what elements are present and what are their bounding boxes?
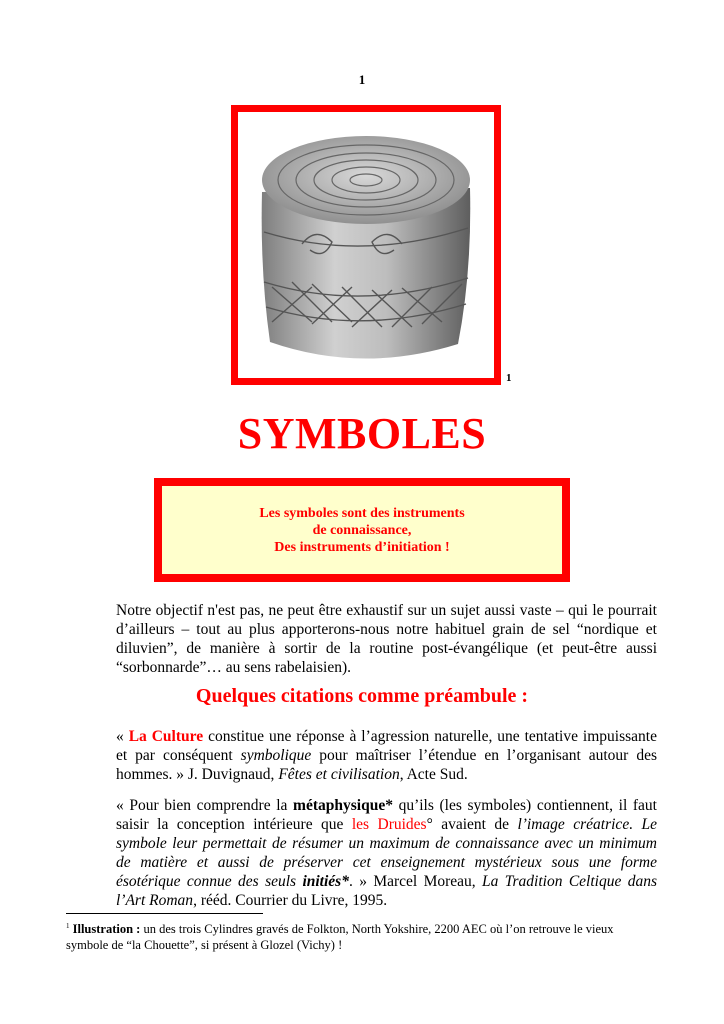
degree-mark: ° bbox=[426, 816, 433, 833]
term-la-culture: La Culture bbox=[128, 728, 204, 745]
quote-culture-body bbox=[66, 727, 657, 784]
callout-line-1: Les symboles sont des instruments bbox=[259, 505, 465, 521]
intro-paragraph bbox=[66, 601, 657, 677]
quote-text: , Acte Sud. bbox=[399, 766, 468, 783]
quote-text: qu’ils (les symboles) contiennent, il faut saisir la conception intérieure que bbox=[116, 797, 657, 833]
quote-italic: l’image créatrice. Le symbole leur permettait de résumer un maximum de connaissance avec un minimum de matière et aussi de préserver cet enseignement mystérieux sous une forme ésotérique connue des seuls bbox=[116, 816, 658, 890]
quote-text: constitue une réponse à l’agression naturelle, une tentative impuissante et par conséquent bbox=[116, 728, 657, 764]
term-les-druides: les Druides bbox=[351, 816, 427, 833]
footnote-label: Illustration : bbox=[72, 922, 141, 937]
quote-text: . » Marcel Moreau, bbox=[348, 873, 483, 890]
quote-italic: symbolique bbox=[240, 747, 312, 764]
quote-text: , rééd. Courrier du Livre, 1995. bbox=[193, 892, 388, 909]
callout-line-2: de connaissance, bbox=[312, 522, 412, 538]
work-title: Fêtes et civilisation bbox=[278, 766, 400, 783]
page-title: SYMBOLES bbox=[237, 409, 487, 458]
figure-footnote-marker: 1 bbox=[506, 372, 512, 384]
callout-box bbox=[154, 478, 570, 582]
term-inities: initiés* bbox=[302, 873, 349, 890]
quote-open: « bbox=[116, 728, 129, 745]
quote-metaphysique-body bbox=[66, 796, 657, 910]
footnote-marker: 1 bbox=[66, 922, 70, 930]
quote-text: pour maîtriser l’étendue en l’organisant autour des hommes. » J. Duvignaud, bbox=[116, 747, 657, 783]
illustration-frame bbox=[231, 105, 501, 385]
footnote-text: un des trois Cylindres gravés de Folkton, North Yokshire, 2200 AEC où l’on retrouve le vieux symbole de “la Chouette”, si présent à Glozel (Vichy) ! bbox=[66, 922, 614, 953]
carved-cylinder-image bbox=[252, 122, 480, 368]
section-heading: Quelques citations comme préambule : bbox=[195, 685, 529, 707]
work-title: La Tradition Celtique dans l’Art Roman bbox=[116, 873, 657, 909]
quote-metaphysique bbox=[66, 796, 657, 910]
quote-culture bbox=[66, 727, 657, 784]
term-metaphysique: métaphysique* bbox=[293, 797, 393, 814]
intro-text: Notre objectif n'est pas, ne peut être exhaustif sur un sujet aussi vaste – qui le pourrait d’ailleurs – tout au plus apporterons-nous notre habituel grain de sel “nordique et diluvien”, de manière à sortir de la routine post-évangélique (et peut-être aussi “sorbonnarde”… au sens rabelaisien). bbox=[116, 602, 657, 676]
quote-text: avaient de bbox=[432, 816, 518, 833]
page-number: 1 bbox=[358, 72, 366, 87]
footnote bbox=[66, 918, 657, 953]
quote-text: « Pour bien comprendre la bbox=[116, 797, 294, 814]
callout-line-3: Des instruments d’initiation ! bbox=[274, 539, 450, 555]
footnote-divider bbox=[66, 913, 263, 914]
